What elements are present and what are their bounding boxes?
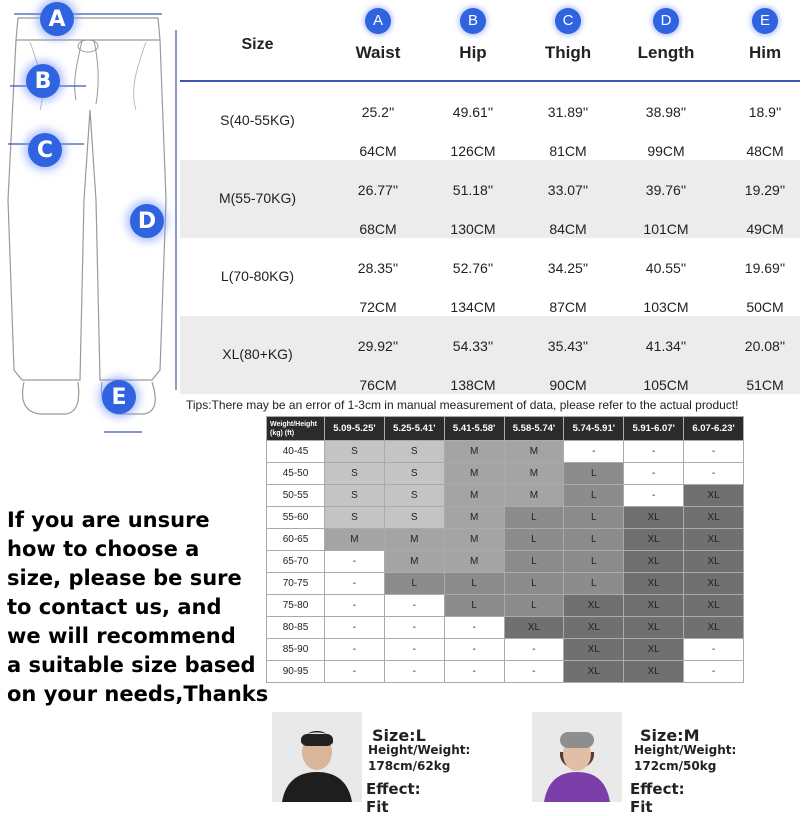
recommended-size-cell: L — [564, 529, 624, 551]
length-cm: 99CM — [647, 143, 685, 159]
recommended-size-cell: M — [504, 485, 564, 507]
length-cm: 101CM — [643, 221, 689, 237]
recommended-size-cell: S — [384, 463, 444, 485]
height-header: 5.74-5.91' — [564, 417, 624, 441]
recommended-size-cell: L — [504, 507, 564, 529]
recommended-size-cell: - — [624, 463, 684, 485]
grid-row — [267, 551, 744, 573]
recommended-size-cell: XL — [624, 551, 684, 573]
column-label: Thigh — [544, 43, 592, 62]
column-header-thigh — [528, 8, 608, 63]
recommended-size-cell: M — [444, 463, 504, 485]
length-cm: 103CM — [643, 299, 689, 315]
length-inches: 39.76'' — [645, 182, 687, 198]
weight-range: 45-50 — [267, 463, 325, 485]
grid-row — [267, 661, 744, 683]
recommended-size-cell: XL — [564, 617, 624, 639]
advice-line: how to choose a — [7, 537, 200, 561]
grid-row — [267, 573, 744, 595]
recommended-size-cell: - — [384, 595, 444, 617]
column-label: Length — [637, 43, 695, 62]
recommended-size-cell: XL — [684, 617, 744, 639]
recommended-size-cell: M — [384, 529, 444, 551]
recommended-size-cell: L — [564, 463, 624, 485]
recommended-size-cell: XL — [624, 573, 684, 595]
him-inches: 19.29'' — [744, 182, 786, 198]
hw-value: 172cm/50kg — [634, 759, 717, 773]
height-header: 5.41-5.58' — [444, 417, 504, 441]
size-row-s — [180, 82, 800, 160]
recommended-size-cell: - — [444, 661, 504, 683]
size-row-m — [180, 160, 800, 238]
column-header-him — [725, 8, 805, 63]
person-icon — [272, 712, 362, 802]
length-cm: 105CM — [643, 377, 689, 393]
him-cm: 49CM — [746, 221, 784, 237]
column-label: Him — [748, 43, 782, 62]
recommended-size-cell: XL — [624, 529, 684, 551]
recommended-size-cell: - — [684, 463, 744, 485]
grid-row — [267, 639, 744, 661]
weight-range: 65-70 — [267, 551, 325, 573]
advice-line: size, please be sure — [7, 566, 242, 590]
recommended-size-cell: - — [325, 595, 385, 617]
recommended-size-cell: M — [444, 551, 504, 573]
recommended-size-cell: L — [504, 551, 564, 573]
him-inches: 19.69'' — [744, 260, 786, 276]
recommended-size-cell: L — [444, 595, 504, 617]
him-cm: 48CM — [746, 143, 784, 159]
recommended-size-cell: XL — [684, 595, 744, 617]
weight-range: 75-80 — [267, 595, 325, 617]
recommended-size-cell: XL — [684, 551, 744, 573]
recommended-size-cell: L — [444, 573, 504, 595]
size-row-l — [180, 238, 800, 316]
recommended-size-cell: M — [444, 485, 504, 507]
waist-cm: 76CM — [359, 377, 397, 393]
recommended-size-cell: XL — [684, 485, 744, 507]
hip-cm: 130CM — [450, 221, 496, 237]
hw-label: Height/Weight: — [634, 743, 737, 757]
recommended-size-cell: - — [684, 639, 744, 661]
weight-range: 80-85 — [267, 617, 325, 639]
hip-cm: 138CM — [450, 377, 496, 393]
advice-line: a suitable size based — [7, 653, 256, 677]
him-inches: 18.9'' — [748, 104, 782, 120]
model-effect: Effect: Fit — [366, 780, 421, 816]
grid-row — [267, 507, 744, 529]
height-header: 5.25-5.41' — [384, 417, 444, 441]
recommended-size-cell: - — [444, 617, 504, 639]
grid-row — [267, 617, 744, 639]
recommended-size-cell: XL — [624, 507, 684, 529]
badge-e: E — [102, 380, 136, 414]
badge-c: C — [28, 133, 62, 167]
height-header: 6.07-6.23' — [684, 417, 744, 441]
recommended-size-cell: - — [325, 551, 385, 573]
hw-label: Height/Weight: — [368, 743, 471, 757]
recommended-size-cell: L — [564, 485, 624, 507]
recommended-size-cell: - — [325, 617, 385, 639]
column-badge: D — [653, 8, 679, 34]
waist-inches: 25.2'' — [361, 104, 395, 120]
size-name: L(70-80KG) — [220, 268, 295, 284]
recommended-size-cell: S — [325, 507, 385, 529]
thigh-inches: 33.07'' — [547, 182, 589, 198]
hip-cm: 126CM — [450, 143, 496, 159]
model-height-weight — [368, 742, 470, 774]
size-column-header: Size — [241, 36, 274, 53]
weight-range: 60-65 — [267, 529, 325, 551]
waist-cm: 72CM — [359, 299, 397, 315]
advice-line: on your needs,Thanks — [7, 682, 269, 706]
recommended-size-cell: XL — [564, 661, 624, 683]
recommended-size-cell: - — [384, 639, 444, 661]
size-chart-table — [180, 0, 800, 398]
recommended-size-cell: XL — [684, 529, 744, 551]
grid-body — [267, 441, 744, 683]
recommended-size-cell: M — [325, 529, 385, 551]
grid-row — [267, 441, 744, 463]
recommended-size-cell: L — [504, 529, 564, 551]
thigh-cm: 81CM — [549, 143, 587, 159]
column-header-length — [626, 8, 706, 63]
recommended-size-cell: - — [564, 441, 624, 463]
column-badge: B — [460, 8, 486, 34]
grid-row — [267, 595, 744, 617]
weight-range: 90-95 — [267, 661, 325, 683]
advice-line: to contact us, and — [7, 595, 222, 619]
waist-inches: 29.92'' — [357, 338, 399, 354]
weight-range: 50-55 — [267, 485, 325, 507]
thigh-cm: 84CM — [549, 221, 587, 237]
size-name: XL(80+KG) — [222, 346, 293, 362]
hip-inches: 54.33'' — [452, 338, 494, 354]
recommended-size-cell: - — [684, 441, 744, 463]
recommended-size-cell: S — [325, 485, 385, 507]
recommended-size-cell: - — [504, 661, 564, 683]
recommended-size-cell: XL — [684, 573, 744, 595]
hw-value: 178cm/62kg — [368, 759, 451, 773]
recommended-size-cell: XL — [624, 661, 684, 683]
recommended-size-cell: L — [504, 573, 564, 595]
badge-a: A — [40, 2, 74, 36]
weight-range: 85-90 — [267, 639, 325, 661]
hip-cm: 134CM — [450, 299, 496, 315]
thigh-cm: 90CM — [549, 377, 587, 393]
recommended-size-cell: XL — [504, 617, 564, 639]
recommended-size-cell: M — [444, 441, 504, 463]
recommended-size-cell: - — [325, 639, 385, 661]
recommended-size-cell: XL — [684, 507, 744, 529]
height-header: 5.91-6.07' — [624, 417, 684, 441]
recommended-size-cell: - — [384, 661, 444, 683]
him-inches: 20.08'' — [744, 338, 786, 354]
recommended-size-cell: XL — [564, 595, 624, 617]
length-inches: 41.34'' — [645, 338, 687, 354]
recommended-size-cell: - — [504, 639, 564, 661]
waist-inches: 28.35'' — [357, 260, 399, 276]
height-header: 5.58-5.74' — [504, 417, 564, 441]
recommended-size-cell: XL — [624, 595, 684, 617]
hip-inches: 49.61'' — [452, 104, 494, 120]
recommended-size-cell: - — [325, 573, 385, 595]
recommended-size-cell: S — [325, 463, 385, 485]
waist-cm: 68CM — [359, 221, 397, 237]
recommended-size-cell: XL — [624, 639, 684, 661]
recommended-size-cell: M — [384, 551, 444, 573]
model-size: Size:L — [372, 726, 426, 745]
recommended-size-cell: XL — [564, 639, 624, 661]
recommended-size-cell: S — [325, 441, 385, 463]
size-name: S(40-55KG) — [220, 112, 295, 128]
recommended-size-cell: - — [384, 617, 444, 639]
height-header: 5.09-5.25' — [325, 417, 385, 441]
avatar-female — [532, 712, 622, 802]
recommended-size-cell: M — [504, 441, 564, 463]
grid-corner — [267, 417, 325, 441]
recommended-size-cell: L — [504, 595, 564, 617]
waist-inches: 26.77'' — [357, 182, 399, 198]
grid-row — [267, 529, 744, 551]
badge-b: B — [26, 64, 60, 98]
thigh-cm: 87CM — [549, 299, 587, 315]
recommended-size-cell: - — [624, 485, 684, 507]
thigh-inches: 31.89'' — [547, 104, 589, 120]
model-effect: Effect: Fit — [630, 780, 685, 816]
recommended-size-cell: M — [444, 507, 504, 529]
recommended-size-cell: M — [504, 463, 564, 485]
column-label: Waist — [355, 43, 401, 62]
weight-height-size-grid — [266, 416, 744, 683]
recommended-size-cell: L — [564, 573, 624, 595]
hip-inches: 51.18'' — [452, 182, 494, 198]
weight-range: 55-60 — [267, 507, 325, 529]
him-cm: 50CM — [746, 299, 784, 315]
column-header-waist — [338, 8, 418, 63]
size-row-xl — [180, 316, 800, 394]
avatar-male — [272, 712, 362, 802]
advice-line: If you are unsure — [7, 508, 210, 532]
recommended-size-cell: - — [325, 661, 385, 683]
recommended-size-cell: XL — [624, 617, 684, 639]
recommended-size-cell: S — [384, 485, 444, 507]
grid-header-row — [267, 417, 744, 441]
waist-cm: 64CM — [359, 143, 397, 159]
thigh-inches: 34.25'' — [547, 260, 589, 276]
badge-d: D — [130, 204, 164, 238]
pants-measurement-diagram — [0, 0, 185, 440]
corner-label-units: (kg) (ft) — [270, 429, 295, 437]
corner-label-weight-height: Weight/Height — [270, 420, 317, 428]
recommended-size-cell: S — [384, 507, 444, 529]
recommended-size-cell: L — [384, 573, 444, 595]
measurement-tips: Tips:There may be an error of 1-3cm in manual measurement of data, please refer to the actual product! — [186, 398, 739, 412]
weight-range: 70-75 — [267, 573, 325, 595]
model-height-weight — [634, 742, 736, 774]
recommended-size-cell: - — [684, 661, 744, 683]
length-inches: 40.55'' — [645, 260, 687, 276]
grid-row — [267, 463, 744, 485]
hip-inches: 52.76'' — [452, 260, 494, 276]
column-badge: E — [752, 8, 778, 34]
recommended-size-cell: M — [444, 529, 504, 551]
recommended-size-cell: L — [564, 507, 624, 529]
weight-range: 40-45 — [267, 441, 325, 463]
column-badge: C — [555, 8, 581, 34]
column-label: Hip — [459, 43, 487, 62]
recommended-size-cell: S — [384, 441, 444, 463]
column-header-hip — [433, 8, 513, 63]
person-icon — [532, 712, 622, 802]
size-advice-message — [7, 506, 269, 709]
size-name: M(55-70KG) — [218, 190, 297, 206]
grid-row — [267, 485, 744, 507]
recommended-size-cell: - — [444, 639, 504, 661]
recommended-size-cell: L — [564, 551, 624, 573]
thigh-inches: 35.43'' — [547, 338, 589, 354]
column-badge: A — [365, 8, 391, 34]
recommended-size-cell: - — [624, 441, 684, 463]
length-inches: 38.98'' — [645, 104, 687, 120]
him-cm: 51CM — [746, 377, 784, 393]
advice-line: we will recommend — [7, 624, 236, 648]
model-size: Size:M — [640, 726, 700, 745]
